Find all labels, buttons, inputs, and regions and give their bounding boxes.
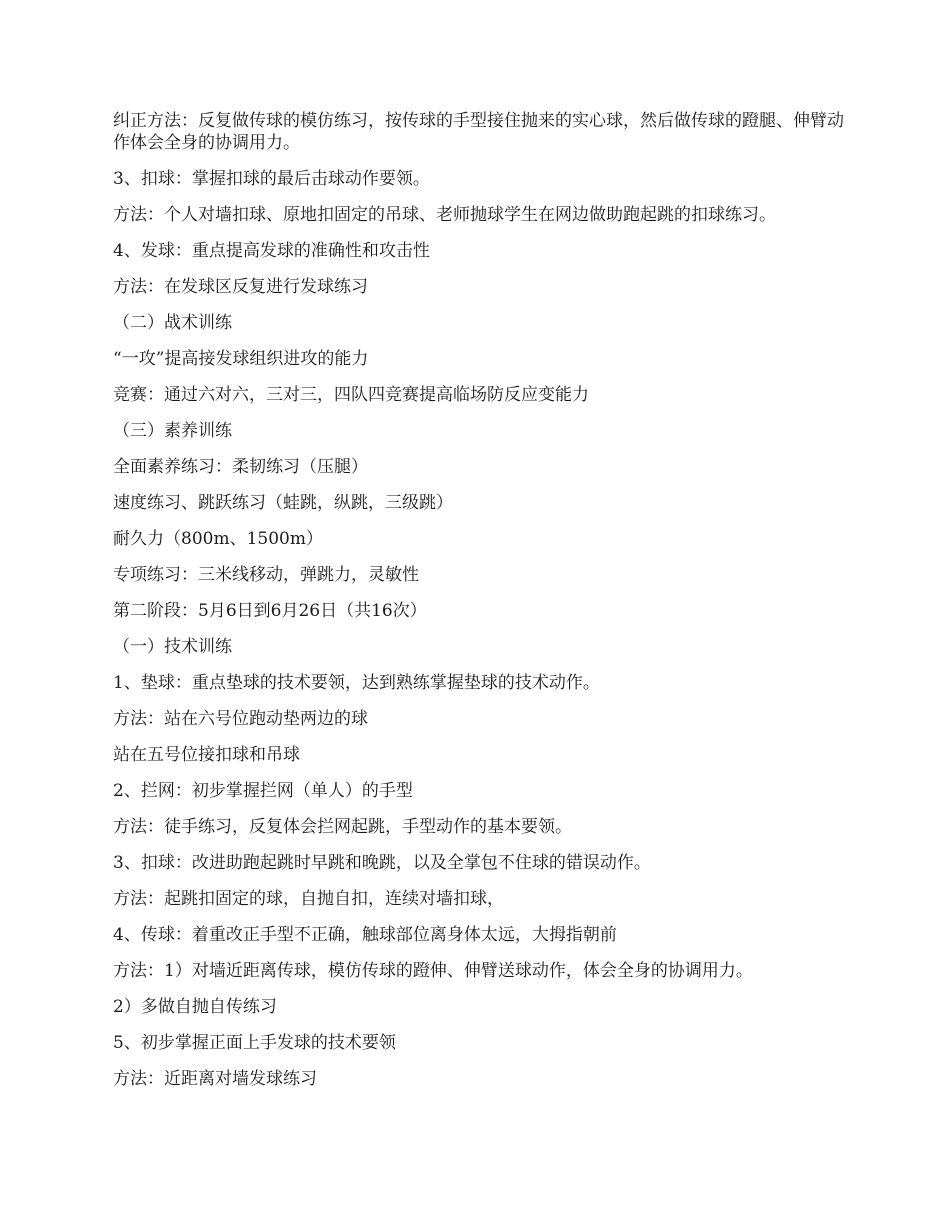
heading-tactics-training: （二）战术训练 bbox=[113, 313, 232, 333]
paragraph-serve-method: 方法：在发球区反复进行发球练习 bbox=[113, 277, 368, 297]
heading-stage-two: 第二阶段：5月6日到6月26日（共16次） bbox=[113, 601, 427, 621]
paragraph-spike-improve-method: 方法：起跳扣固定的球，自抛自扣，连续对墙扣球， bbox=[113, 889, 504, 909]
paragraph-dig-method-2: 站在五号位接扣球和吊球 bbox=[113, 745, 300, 765]
paragraph-correction-method: 纠正方法：反复做传球的模仿练习，按传球的手型接住抛来的实心球，然后做传球的蹬腿、伸臂动作体会全身的协调用力。 bbox=[113, 111, 844, 153]
paragraph-spike-item: 3、扣球：掌握扣球的最后击球动作要领。 bbox=[113, 169, 430, 189]
heading-fitness-training: （三）素养训练 bbox=[113, 421, 232, 441]
paragraph-overhand-serve: 5、初步掌握正面上手发球的技术要领 bbox=[113, 1033, 396, 1053]
paragraph-block-method: 方法：徒手练习，反复体会拦网起跳，手型动作的基本要领。 bbox=[113, 817, 572, 837]
paragraph-endurance: 耐久力（800m、1500m） bbox=[113, 529, 323, 549]
paragraph-set-item: 4、传球：着重改正手型不正确，触球部位离身体太远，大拇指朝前 bbox=[113, 925, 617, 945]
paragraph-set-method-2: 2）多做自抛自传练习 bbox=[113, 997, 277, 1017]
paragraph-first-attack: “一攻”提高接发球组织进攻的能力 bbox=[113, 349, 369, 369]
paragraph-block-item: 2、拦网：初步掌握拦网（单人）的手型 bbox=[113, 781, 413, 801]
paragraph-overall-fitness: 全面素养练习：柔韧练习（压腿） bbox=[113, 457, 368, 477]
paragraph-spike-improve: 3、扣球：改进助跑起跳时早跳和晚跳，以及全掌包不住球的错误动作。 bbox=[113, 853, 651, 873]
paragraph-competition: 竞赛：通过六对六，三对三，四队四竞赛提高临场防反应变能力 bbox=[113, 385, 589, 405]
paragraph-speed-jump: 速度练习、跳跃练习（蛙跳，纵跳，三级跳） bbox=[113, 493, 453, 513]
paragraph-set-method-1: 方法：1）对墙近距离传球，模仿传球的蹬伸、伸臂送球动作，体会全身的协调用力。 bbox=[113, 961, 753, 981]
heading-technical-training: （一）技术训练 bbox=[113, 637, 232, 657]
paragraph-dig-method: 方法：站在六号位跑动垫两边的球 bbox=[113, 709, 368, 729]
paragraph-overhand-serve-method: 方法：近距离对墙发球练习 bbox=[113, 1069, 317, 1089]
paragraph-serve-item: 4、发球：重点提高发球的准确性和攻击性 bbox=[113, 241, 430, 261]
paragraph-special-practice: 专项练习：三米线移动，弹跳力，灵敏性 bbox=[113, 565, 419, 585]
paragraph-spike-method: 方法：个人对墙扣球、原地扣固定的吊球、老师抛球学生在网边做助跑起跳的扣球练习。 bbox=[113, 205, 776, 225]
paragraph-dig-item: 1、垫球：重点垫球的技术要领，达到熟练掌握垫球的技术动作。 bbox=[113, 673, 600, 693]
document-body bbox=[113, 110, 853, 1104]
